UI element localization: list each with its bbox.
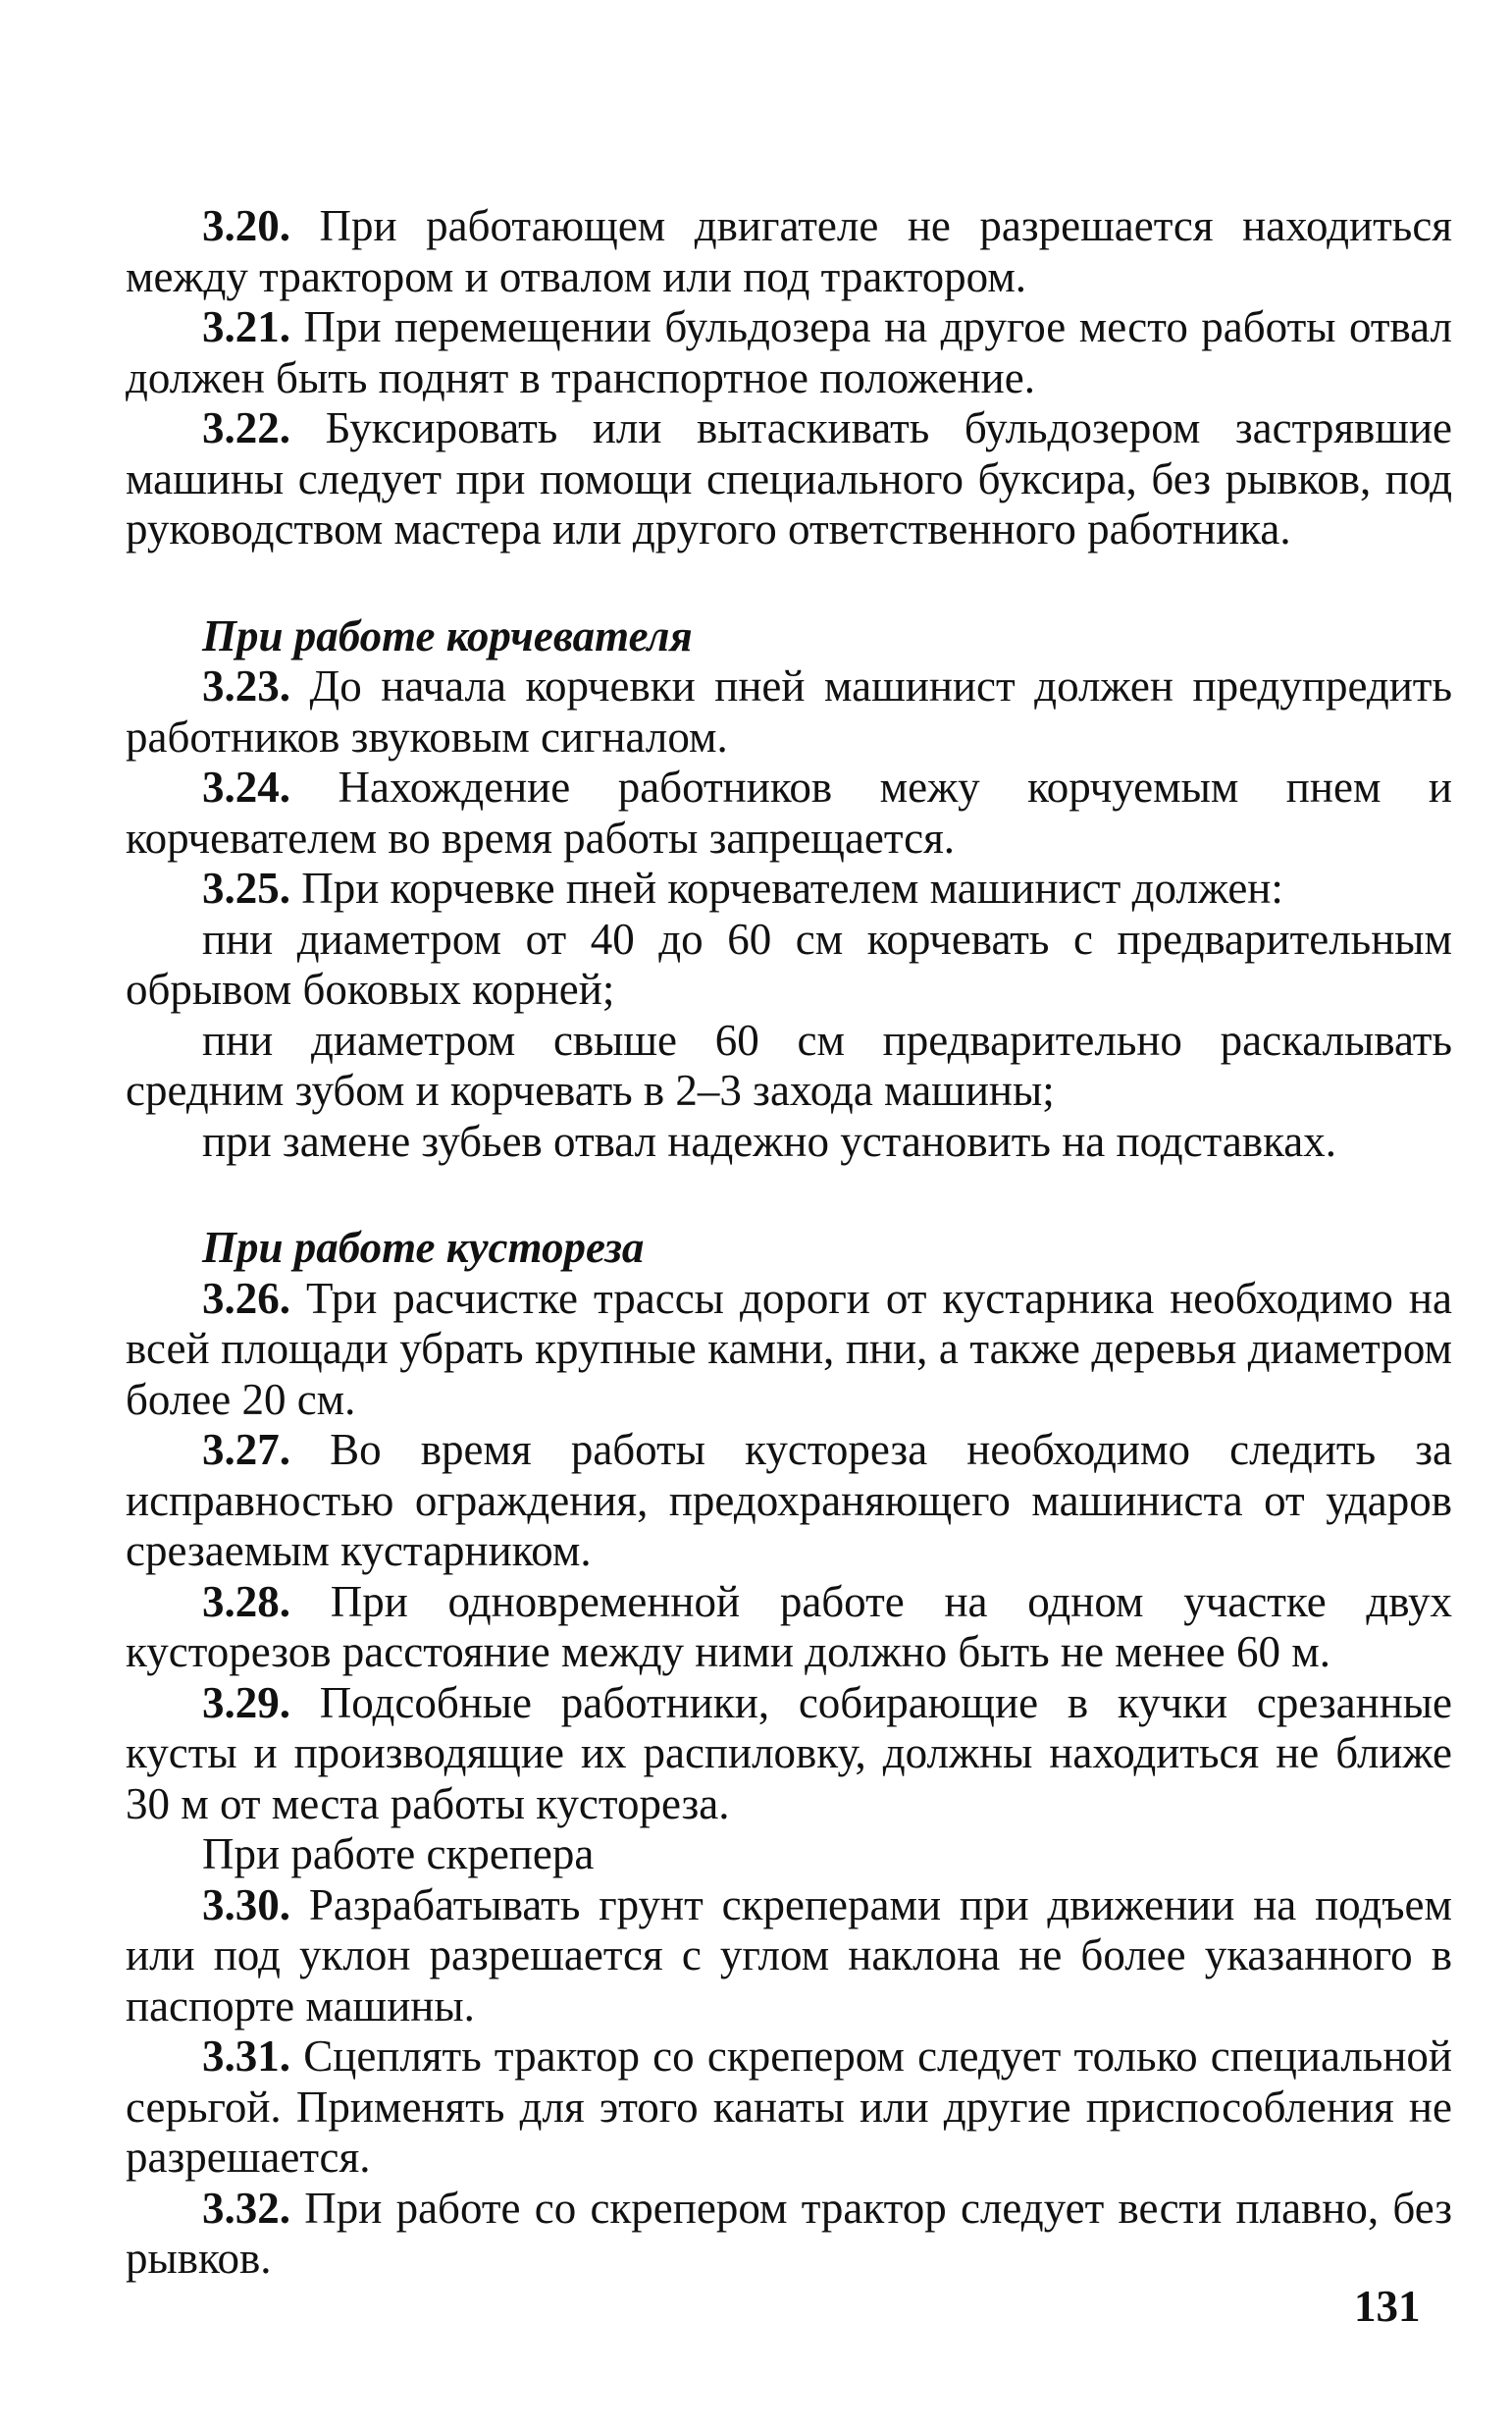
paragraph-3-30: [126, 1880, 1452, 2032]
clause-number: 3.23.: [202, 661, 290, 711]
clause-text: Разрабатывать грунт скреперами при движении на подъем или под уклон разрешается с углом наклона не более указанного в паспорте машины.: [126, 1879, 1452, 2030]
paragraph-3-29: [126, 1678, 1452, 1830]
section-heading-brush-cutter: При работе кустореза: [202, 1223, 645, 1272]
list-item-diameter-over-60: [126, 1016, 1452, 1117]
clause-text: Нахождение работников межу корчуемым пнем и корчевателем во время работы запрещается.: [126, 763, 1452, 863]
page-body: [126, 201, 1452, 2285]
paragraph-3-21: [126, 302, 1452, 403]
list-item-teeth-replacement: [126, 1117, 1452, 1168]
clause-number: 3.30.: [202, 1879, 290, 1929]
section-scraper: [126, 1880, 1452, 2285]
clause-text: При корчевке пней корчевателем машинист должен:: [290, 864, 1283, 913]
clause-number: 3.22.: [202, 403, 290, 452]
clause-text: При перемещении бульдозера на другое место работы отвал должен быть поднят в транспортное положение.: [126, 302, 1452, 402]
list-item-text: пни диаметром от 40 до 60 см корчевать с предварительным обрывом боковых корней;: [126, 914, 1452, 1014]
list-item-text: при замене зубьев отвал надежно установить на подставках.: [202, 1116, 1337, 1166]
paragraph-3-32: [126, 2184, 1452, 2285]
paragraph-3-26: [126, 1274, 1452, 1426]
clause-text: Подсобные работники, собирающие в кучки срезанные кусты и производящие их распиловку, должны находиться не ближе 30 м от места работы кустореза.: [126, 1677, 1452, 1828]
clause-number: 3.21.: [202, 302, 290, 351]
clause-text: При работе со скрепером трактор следует вести плавно, без рывков.: [126, 2183, 1452, 2283]
clause-text: До начала корчевки пней машинист должен предупредить работников звуковым сигналом.: [126, 661, 1452, 762]
clause-number: 3.26.: [202, 1273, 290, 1323]
clause-text: Буксировать или вытаскивать бульдозером застрявшие машины следует при помощи специального буксира, без рывков, под руководством мастера или другого ответственного работника.: [126, 403, 1452, 554]
clause-number: 3.28.: [202, 1576, 290, 1626]
paragraph-3-31: [126, 2031, 1452, 2184]
clause-number: 3.24.: [202, 763, 290, 812]
clause-number: 3.31.: [202, 2031, 290, 2081]
clause-text: При работающем двигателе не разрешается находиться между трактором и отвалом или под трактором.: [126, 201, 1452, 301]
clause-number: 3.27.: [202, 1425, 290, 1474]
list-item-diameter-40-60: [126, 915, 1452, 1016]
paragraph-3-22: [126, 403, 1452, 555]
clause-text: Во время работы кустореза необходимо следить за исправностью ограждения, предохраняющего машиниста от ударов срезаемым кустарником.: [126, 1425, 1452, 1575]
paragraph-3-25: [126, 864, 1452, 915]
page-number: 131: [1354, 2282, 1421, 2331]
section-stump-remover: [126, 661, 1452, 1167]
paragraph-3-23: [126, 661, 1452, 763]
section-heading-scraper: При работе скрепера: [202, 1829, 595, 1878]
list-item-text: пни диаметром свыше 60 см предварительно раскалывать средним зубом и корчевать в 2–3 захода машины;: [126, 1015, 1452, 1115]
paragraph-3-24: [126, 763, 1452, 864]
paragraph-3-28: [126, 1577, 1452, 1678]
section-heading-stump-remover: При работе корчевателя: [202, 610, 693, 660]
section-bulldozer: [126, 201, 1452, 555]
section-brush-cutter: [126, 1274, 1452, 1830]
clause-number: 3.29.: [202, 1677, 290, 1727]
paragraph-3-20: [126, 201, 1452, 302]
clause-number: 3.20.: [202, 201, 290, 250]
clause-text: Три расчистке трассы дороги от кустарника необходимо на всей площади убрать крупные камни, пни, а также деревья диаметром более 20 см.: [126, 1273, 1452, 1424]
clause-text: Сцеплять трактор со скрепером следует только специальной серьгой. Применять для этого канаты или другие приспособления не разрешается.: [126, 2031, 1452, 2182]
paragraph-3-27: [126, 1425, 1452, 1577]
clause-number: 3.25.: [202, 864, 290, 913]
clause-text: При одновременной работе на одном участке двух кусторезов расстояние между ними должно быть не менее 60 м.: [126, 1576, 1452, 1676]
clause-number: 3.32.: [202, 2183, 290, 2233]
